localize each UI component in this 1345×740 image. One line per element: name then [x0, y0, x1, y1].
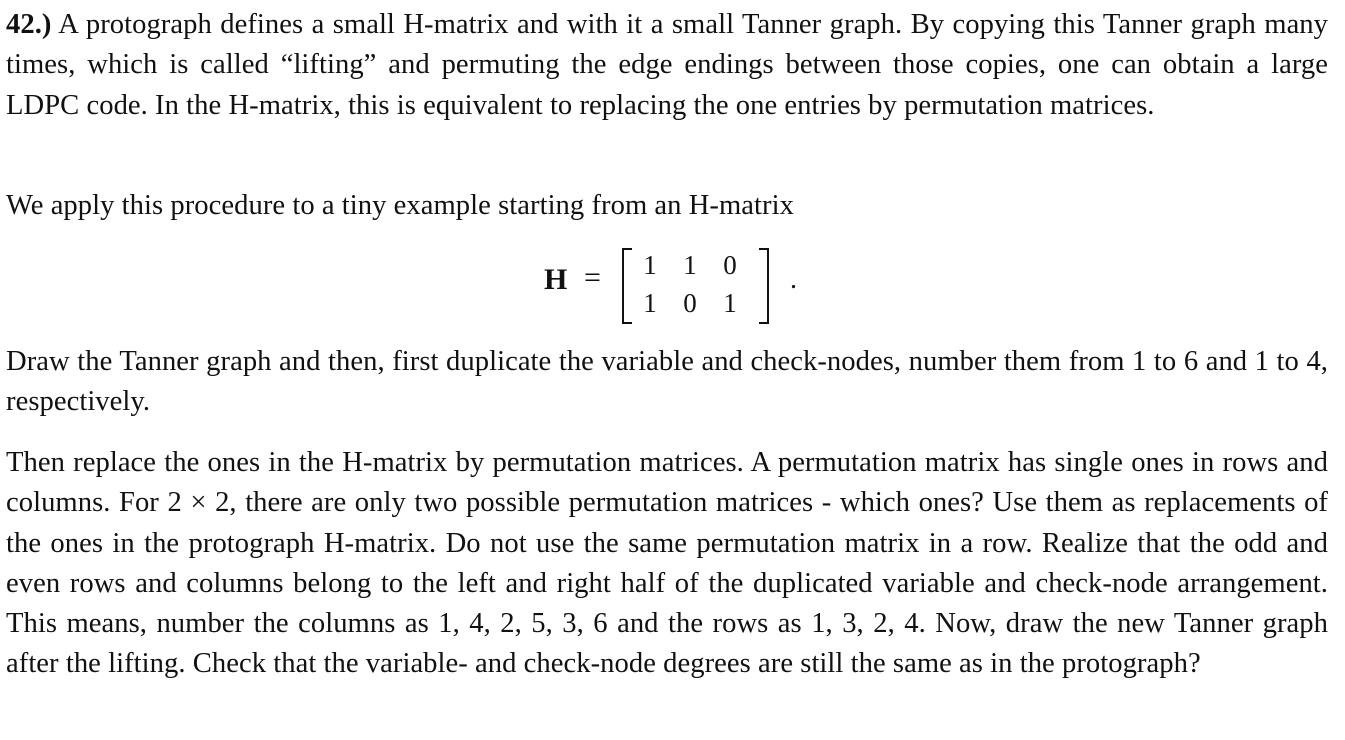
matrix-cell: 0 [723, 250, 737, 280]
equation-period: . [790, 264, 797, 295]
matrix-cell: 0 [683, 288, 697, 318]
replace-instruction-paragraph: Then replace the ones in the H-matrix by permutation matrices. A permutation matrix has single ones in rows and columns. For 2 × 2, there are only two possible permutation matrices - which ones? Use them as replacements of the ones in the protograph H-matrix. Do not use the same permutation matrix in a row. Realize that the odd and even rows and columns belong to the left and right half of the duplicated variable and check-node arrangement. This means, number the columns as 1, 4, 2, 5, 3, 6 and the rows as 1, 3, 2, 4. Now, draw the new Tanner graph after the lifting. Check that the variable- and check-node degrees are still the same as in the protograph? [6, 447, 1328, 680]
left-bracket [623, 249, 632, 323]
matrix-cell: 1 [683, 250, 697, 280]
matrix-cell: 1 [643, 288, 657, 318]
h-matrix-equation [540, 246, 820, 326]
matrix-cell: 1 [723, 288, 737, 318]
apply-sentence: We apply this procedure to a tiny example starting from an H-matrix [6, 190, 794, 221]
draw-instruction-paragraph: Draw the Tanner graph and then, first duplicate the variable and check-nodes, number them from 1 to 6 and 1 to 4, respectively. [6, 346, 1328, 418]
question-number: 42.) [6, 9, 52, 40]
matrix-cell: 1 [643, 250, 657, 280]
matrix-label: H [544, 263, 568, 296]
right-bracket [759, 249, 768, 323]
equals-sign: = [584, 261, 601, 294]
exercise-intro-paragraph [6, 5, 1328, 126]
intro-text: A protograph defines a small H-matrix and with it a small Tanner graph. By copying this Tanner graph many times, which is called “lifting” and permuting the edge endings between those copies, one can obtain a large LDPC code. In the H-matrix, this is equivalent to replacing the one entries by permutation matrices. [6, 9, 1328, 121]
